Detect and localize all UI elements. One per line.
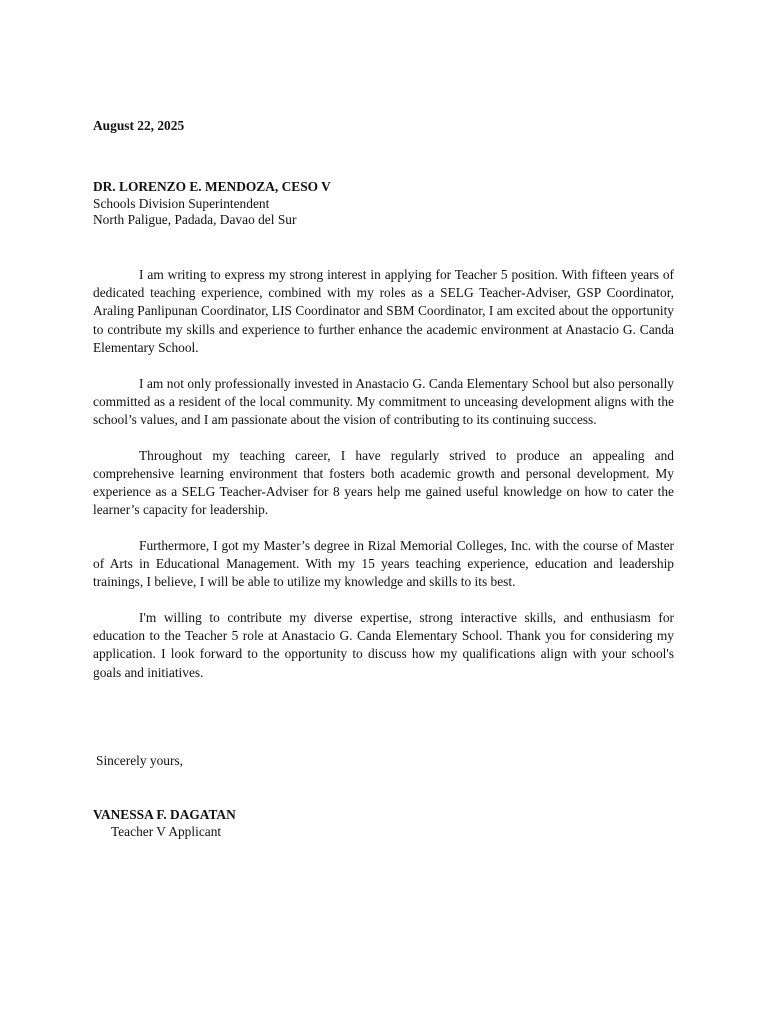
body-paragraph-1: I am writing to express my strong interest in applying for Teacher 5 position. With fifteen years of dedicated teaching experience, combined with my roles as a SELG Teacher-Adviser, GSP Coordinator, Araling Panlipunan Coordinator, LIS Coordinator and SBM Coordinator, I am excited about the opportunity to contribute my skills and experience to further enhance the academic environment at Anastacio G. Canda Elementary School. <box>93 267 674 355</box>
signature-name: VANESSA F. DAGATAN <box>93 807 236 822</box>
closing-salutation: Sincerely yours, <box>96 753 184 768</box>
body-paragraph-2: I am not only professionally invested in Anastacio G. Canda Elementary School but also personally committed as a resident of the local community. My commitment to unceasing development aligns with the school’s values, and I am passionate about the vision of contributing to its continuing success. <box>93 375 674 427</box>
letter-date: August 22, 2025 <box>93 118 185 133</box>
body-paragraph-5: I'm willing to contribute my diverse expertise, strong interactive skills, and enthusiasm for education to the Teacher 5 role at Anastacio G. Canda Elementary School. Thank you for considering my application. I look forward to the opportunity to discuss how my qualifications align with your school's goals and initiatives. <box>93 610 674 680</box>
recipient-block <box>93 179 331 229</box>
recipient-address: North Paligue, Padada, Davao del Sur <box>93 212 297 227</box>
body-paragraph-4: Furthermore, I got my Master’s degree in Rizal Memorial Colleges, Inc. with the course of Master of Arts in Educational Management. With my 15 years teaching experience, education and leadership trainings, I believe, I will be able to utilize my knowledge and skills to its best. <box>93 537 674 590</box>
signature-block <box>93 807 236 840</box>
signature-title: Teacher V Applicant <box>111 823 222 839</box>
recipient-name: DR. LORENZO E. MENDOZA, CESO V <box>93 179 331 194</box>
recipient-title: Schools Division Superintendent <box>93 195 270 211</box>
letter-body <box>93 266 674 699</box>
body-paragraph-3: Throughout my teaching career, I have regularly strived to produce an appealing and comprehensive learning environment that fosters both academic growth and personal development. My experience as a SELG Teacher-Adviser for 8 years help me gained useful knowledge on how to cater the learner’s capacity for leadership. <box>93 447 674 518</box>
